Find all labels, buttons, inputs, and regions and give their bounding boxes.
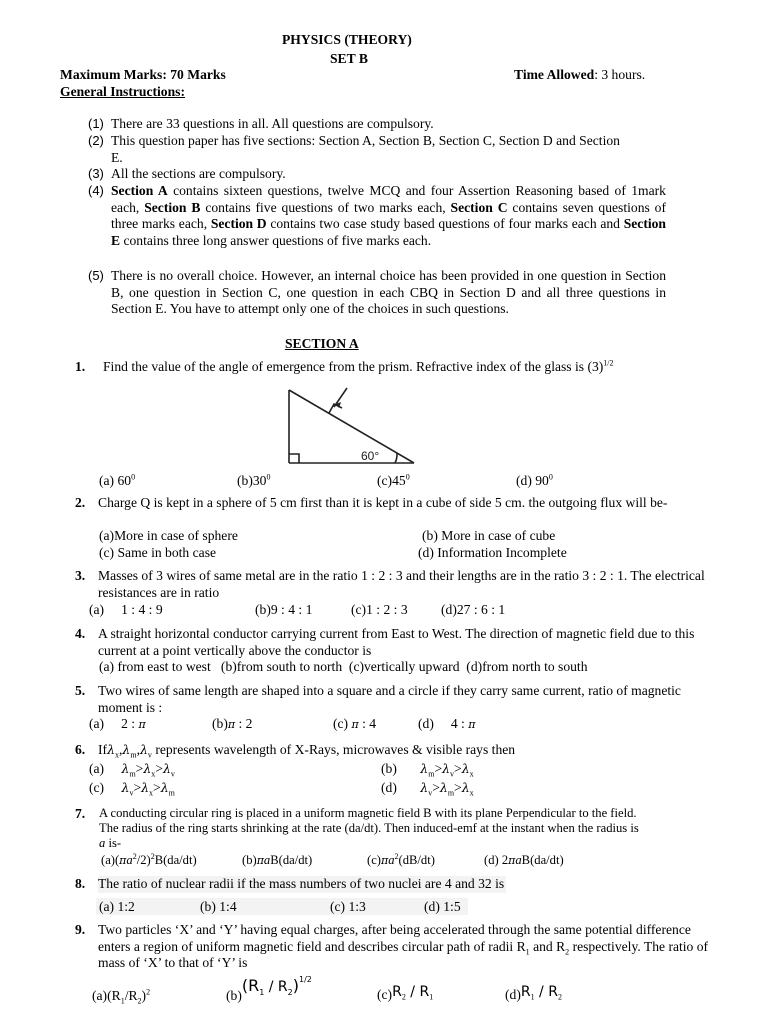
var-a: a xyxy=(263,853,271,867)
lambda-symbol: λ xyxy=(122,742,131,757)
q1-option-c[interactable] xyxy=(377,473,410,490)
q5-option-c[interactable] xyxy=(333,716,376,734)
lambda-symbol: λ xyxy=(420,780,429,795)
q6-post: represents wavelength of X-Rays, microwaves & visible rays then xyxy=(151,742,516,757)
q3-option-b[interactable]: (b)9 : 4 : 1 xyxy=(255,602,313,617)
question-7-line-1: A conducting circular ring is placed in a uniform magnetic field B with its plane Perpendicular to the field. xyxy=(99,806,637,820)
q8-options-row xyxy=(96,898,468,915)
subscript: 2 xyxy=(565,947,570,957)
subscript: x xyxy=(149,788,154,798)
option-label: (b) xyxy=(381,761,397,776)
q6-option-d[interactable] xyxy=(381,780,474,797)
question-6-text xyxy=(98,742,515,759)
option-text: (c)45 xyxy=(377,473,406,488)
var-a: a xyxy=(99,836,106,850)
subscript: v xyxy=(450,769,455,779)
instr-text: contains seven questions of three marks each, xyxy=(111,199,666,231)
instr-text: contains three long answer questions of five marks each. xyxy=(120,232,432,248)
option-text: / R xyxy=(405,984,430,1000)
question-number: 8. xyxy=(75,876,86,891)
section-d-ref: Section D xyxy=(210,216,267,231)
option-label: (b) xyxy=(212,716,228,731)
section-a-heading: SECTION A xyxy=(285,336,359,351)
lambda-symbol: λ xyxy=(160,780,169,795)
time-label: Time Allowed xyxy=(514,67,595,82)
instruction-number: (4) xyxy=(88,183,104,198)
q9-option-a[interactable] xyxy=(92,988,150,1005)
q9-option-b[interactable] xyxy=(226,975,312,1003)
pi-symbol: π xyxy=(227,718,236,731)
question-8-text: The ratio of nuclear radii if the mass numbers of two nuclei are 4 and 32 is xyxy=(98,876,505,891)
degree-sup: 0 xyxy=(131,472,136,482)
instruction-number: (5) xyxy=(88,268,104,283)
degree-sup: 0 xyxy=(405,472,410,482)
instruction-text: This question paper has five sections: Section A, Section B, Section C, Section D and Section E. xyxy=(111,133,620,165)
option-label: (b) xyxy=(226,988,242,1003)
q3-option-c[interactable]: (c)1 : 2 : 3 xyxy=(351,602,408,617)
option-text: ) xyxy=(141,988,147,1003)
question-9-text xyxy=(98,922,712,972)
option-text: ) xyxy=(292,976,300,995)
subscript: m xyxy=(168,788,175,798)
instr-text: contains sixteen questions, twelve MCQ and four Assertion Reasoning based of 1mark each, xyxy=(111,183,666,215)
gt: > xyxy=(432,780,440,795)
option-label: (c) xyxy=(89,780,105,795)
q5-option-a[interactable] xyxy=(89,716,146,734)
instruction-text: There are 33 questions in all. All questions are compulsory. xyxy=(111,116,434,131)
gt: > xyxy=(153,780,161,795)
var-a: a xyxy=(515,853,522,867)
q9-option-d[interactable] xyxy=(505,984,562,1001)
lambda-symbol: λ xyxy=(143,761,152,776)
instruction-4 xyxy=(88,183,666,249)
prism-hypotenuse xyxy=(289,390,414,463)
subscript: m xyxy=(130,750,137,760)
gt: > xyxy=(454,780,462,795)
pi-symbol: π xyxy=(256,854,264,867)
subscript: m xyxy=(129,769,136,779)
q2-option-c[interactable]: (c) Same in both case xyxy=(99,545,217,560)
question-2-text: Charge Q is kept in a sphere of 5 cm first than it is kept in a cube of side 5 cm. the outgoing flux will be- xyxy=(98,495,668,510)
comma: , xyxy=(119,742,123,757)
gt: > xyxy=(133,780,142,795)
instruction-1 xyxy=(88,116,666,133)
question-5-text: Two wires of same length are shaped into a square and a circle if they carry same current, ratio of magnetic moment is : xyxy=(98,683,681,715)
subscript: 1 xyxy=(530,992,535,1002)
option-label: (a)( xyxy=(101,853,120,867)
option-label: (a) xyxy=(89,761,105,776)
instruction-5 xyxy=(88,268,666,318)
option-label: (d) xyxy=(505,987,521,1002)
question-number: 2. xyxy=(75,495,86,510)
instruction-number: (1) xyxy=(88,116,104,131)
instruction-2 xyxy=(88,133,628,166)
question-number: 7. xyxy=(75,806,86,821)
pi-symbol: π xyxy=(380,854,389,867)
option-label: (b) xyxy=(242,853,257,867)
question-number: 9. xyxy=(75,922,86,937)
section-c-ref: Section C xyxy=(450,199,508,215)
question-number: 3. xyxy=(75,568,86,583)
pi-symbol: π xyxy=(119,854,127,867)
question-number: 1. xyxy=(75,359,86,374)
q8-option-c[interactable]: (c) 1:3 xyxy=(330,899,366,914)
option-text: / R xyxy=(534,984,558,1000)
subscript: 1 xyxy=(429,992,434,1002)
instruction-number: (2) xyxy=(88,133,104,148)
pi-symbol: π xyxy=(138,718,146,731)
instruction-number: (3) xyxy=(88,166,104,181)
q6-option-b[interactable] xyxy=(381,761,474,778)
instr-text: contains five questions of two marks each, xyxy=(200,199,451,215)
option-label: (c) xyxy=(333,716,352,731)
q2-option-b[interactable]: (b) More in case of cube xyxy=(422,528,556,543)
q1-option-b[interactable] xyxy=(237,473,270,490)
subscript: v xyxy=(129,788,134,798)
gt: > xyxy=(454,761,462,776)
subscript: 2 xyxy=(401,992,406,1002)
pi-symbol: π xyxy=(468,718,476,731)
option-label: (c) xyxy=(377,987,393,1002)
exponent: 2 xyxy=(394,851,399,861)
lambda-symbol: λ xyxy=(107,742,115,757)
right-angle-mark xyxy=(289,454,299,463)
lambda-symbol: λ xyxy=(439,780,448,795)
pi-symbol: π xyxy=(508,854,516,867)
option-text: (a) 60 xyxy=(99,473,132,488)
question-number: 4. xyxy=(75,626,86,641)
instruction-text: All the sections are compulsory. xyxy=(111,166,286,181)
var-a: a xyxy=(388,853,395,867)
lambda-symbol: λ xyxy=(121,780,130,795)
option-text: B(da/dt) xyxy=(521,853,564,867)
option-text: /R xyxy=(124,988,138,1003)
subscript: 2 xyxy=(557,992,562,1002)
option-label: (d) 2 xyxy=(484,853,509,867)
question-4-text: A straight horizontal conductor carrying current from East to West. The direction of magnetic field due to this current at a point vertically above the conductor is xyxy=(98,626,695,658)
q7-option-c[interactable] xyxy=(367,853,435,869)
time-allowed xyxy=(514,67,645,84)
section-a-ref: Section A xyxy=(111,183,168,198)
subscript: v xyxy=(170,769,175,779)
q3-option-a[interactable]: (a) 1 : 4 : 9 xyxy=(89,602,163,617)
subscript: x xyxy=(469,788,474,798)
q7-option-d[interactable] xyxy=(484,853,564,869)
option-text: (b)30 xyxy=(237,473,267,488)
subscript: v xyxy=(428,788,433,798)
subscript: 1 xyxy=(120,996,125,1006)
q8-option-a[interactable]: (a) 1:2 xyxy=(99,899,135,914)
q2-option-d[interactable]: (d) Information Incomplete xyxy=(418,545,567,560)
option-text: B(da/dt) xyxy=(270,853,313,867)
subscript: m xyxy=(428,769,435,779)
comma: , xyxy=(136,742,140,757)
subscript: x xyxy=(151,769,156,779)
question-3-text: Masses of 3 wires of same metal are in the ratio 1 : 2 : 3 and their lengths are in the ratio 3 : 2 : 1. The electrical resistances are in ratio xyxy=(98,568,705,600)
subscript: 1 xyxy=(259,987,265,997)
lambda-symbol: λ xyxy=(420,761,429,776)
degree-sup: 0 xyxy=(266,472,271,482)
q3-option-d[interactable]: (d)27 : 6 : 1 xyxy=(441,602,506,617)
q5-option-d[interactable] xyxy=(418,716,475,734)
q7-option-b[interactable] xyxy=(242,853,312,869)
option-math xyxy=(241,975,312,997)
question-number: 5. xyxy=(75,683,86,698)
question-text: and R xyxy=(529,938,566,954)
lambda-symbol: λ xyxy=(162,761,171,776)
exponent: 2 xyxy=(150,851,155,861)
instr-text: contains two case study based questions of four marks each and xyxy=(266,216,624,231)
q1-option-d[interactable] xyxy=(516,473,553,490)
angle-arc xyxy=(395,453,397,463)
max-marks-value: : 70 Marks xyxy=(162,67,226,82)
option-text: R xyxy=(392,984,402,1000)
q7-is: is- xyxy=(105,836,122,850)
gt: > xyxy=(155,761,163,776)
question-1-text xyxy=(103,359,614,376)
general-instructions-heading: General Instructions: xyxy=(60,84,185,99)
option-label: (a)(R xyxy=(92,988,121,1003)
subscript: m xyxy=(447,788,455,798)
option-text: : 2 xyxy=(235,716,253,731)
lambda-symbol: λ xyxy=(461,761,470,776)
lambda-symbol: λ xyxy=(141,780,150,795)
question-7-line-2: The radius of the ring starts shrinking at the rate (da/dt). Then induced-emf at the instant when the radius is xyxy=(99,821,639,835)
exponent: 2 xyxy=(146,987,151,997)
q7-option-a[interactable] xyxy=(101,853,197,869)
q8-option-b[interactable]: (b) 1:4 xyxy=(200,899,237,914)
gt: > xyxy=(135,761,144,776)
question-text: respectively. The ratio of mass of ‘X’ to that of ‘Y’ is xyxy=(98,938,709,970)
degree-sup: 0 xyxy=(548,472,553,482)
option-text: (a) 2 : xyxy=(89,716,139,731)
option-text: (R xyxy=(241,976,260,995)
question-7-line-3 xyxy=(99,836,121,852)
q8-option-d[interactable]: (d) 1:5 xyxy=(424,899,461,914)
option-text: /2) xyxy=(136,853,151,867)
q1-option-a[interactable] xyxy=(99,473,135,490)
paper-set: SET B xyxy=(330,51,368,66)
max-marks xyxy=(60,67,226,84)
instruction-text: There is no overall choice. However, an internal choice has been provided in one question in Section B, one question in Section C, one question in each CBQ in Section D and all three questions in Section E. You have to attempt only one of the choices in such questions. xyxy=(111,268,666,316)
q4-options[interactable]: (a) from east to west (b)from south to north (c)vertically upward (d)from north to south xyxy=(99,659,588,674)
question-text: Two particles ‘X’ and ‘Y’ having equal charges, after being accelerated through the same potential difference enters a region of uniform magnetic field and describes circular path of radii R xyxy=(98,922,691,954)
prism-diagram xyxy=(283,384,418,466)
instruction-3 xyxy=(88,166,666,183)
exponent: 1/2 xyxy=(299,975,312,985)
section-e-ref: Section E xyxy=(111,216,666,248)
option-label: (c) xyxy=(367,853,381,867)
subscript: v xyxy=(147,750,152,760)
q2-option-a[interactable]: (a)More in case of sphere xyxy=(99,528,238,543)
lambda-symbol: λ xyxy=(442,761,451,776)
option-text: B(da/dt) xyxy=(154,853,197,867)
max-marks-label: Maximum Marks xyxy=(60,67,163,82)
question-text: Find the value of the angle of emergence from the prism. Refractive index of the glass is (3) xyxy=(103,359,604,374)
lambda-symbol: λ xyxy=(121,761,130,776)
option-text: / R xyxy=(264,979,288,995)
exponent: 2 xyxy=(132,851,137,861)
pi-symbol: π xyxy=(351,718,359,731)
q6-option-a[interactable] xyxy=(89,761,175,778)
subscript: 1 xyxy=(525,947,530,957)
subscript: 2 xyxy=(287,987,293,997)
q9-option-c[interactable] xyxy=(377,984,433,1001)
subscript: x xyxy=(115,750,119,760)
incident-ray xyxy=(334,388,347,407)
lambda-symbol: λ xyxy=(461,780,470,795)
option-text: (d) 90 xyxy=(516,473,549,488)
gt: > xyxy=(434,761,443,776)
subscript: 2 xyxy=(137,996,142,1006)
question-number: 6. xyxy=(75,742,86,757)
q5-option-b[interactable] xyxy=(212,716,252,734)
lambda-symbol: λ xyxy=(139,742,148,757)
option-text: R xyxy=(520,984,531,1000)
q6-pre: If xyxy=(98,742,108,757)
section-b-ref: Section B xyxy=(144,199,201,215)
option-label: (d) xyxy=(381,780,397,795)
exponent: 1/2 xyxy=(603,358,614,368)
option-text: (dB/dt) xyxy=(398,853,435,867)
time-value: : 3 hours. xyxy=(594,67,646,82)
q6-option-c[interactable] xyxy=(89,780,175,797)
instruction-text xyxy=(111,183,666,249)
paper-title: PHYSICS (THEORY) xyxy=(282,32,412,47)
var-a: a xyxy=(126,853,133,867)
option-text: (d) 4 : xyxy=(418,716,469,731)
subscript: x xyxy=(469,769,474,779)
option-text: : 4 xyxy=(358,716,377,731)
angle-label: 60° xyxy=(361,449,380,463)
